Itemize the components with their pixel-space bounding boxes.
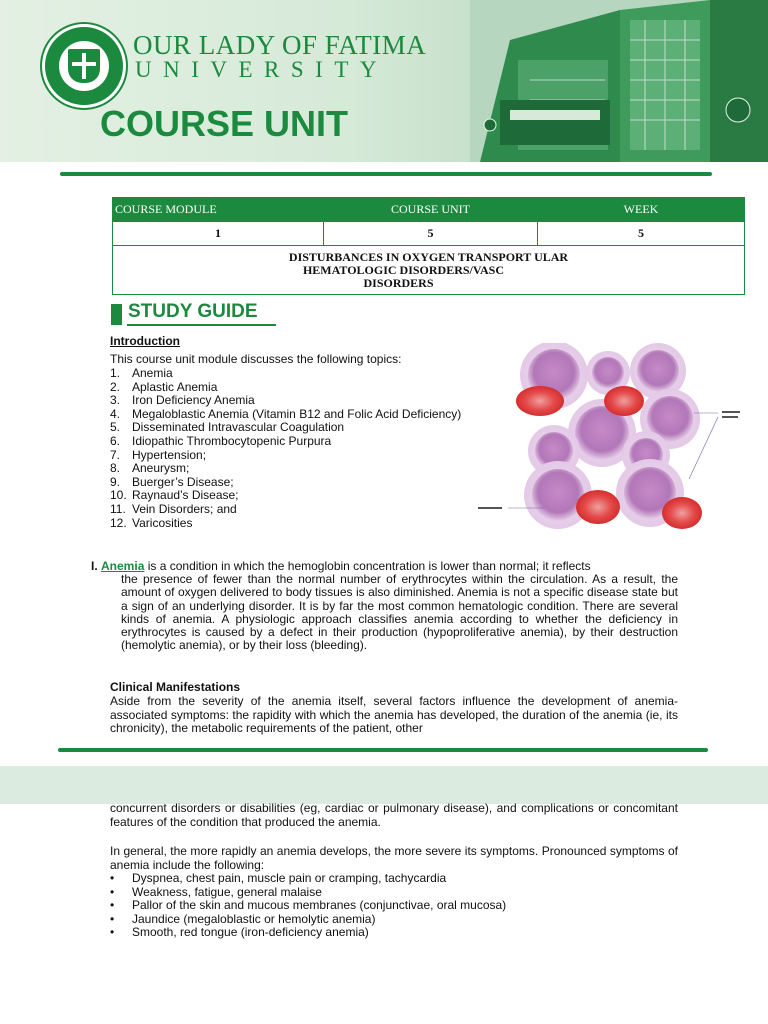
week-value: 5 bbox=[538, 222, 745, 246]
unit-topic-line: HEMATOLOGIC DISORDERS/VASC bbox=[302, 262, 505, 277]
course-unit-value: 5 bbox=[324, 222, 538, 246]
section-number: I. bbox=[91, 559, 98, 573]
list-item: 12. Varicosities bbox=[110, 515, 193, 530]
header-course-unit: COURSE UNIT bbox=[324, 198, 538, 222]
unit-topic-line: DISTURBANCES IN OXYGEN TRANSPORT ULAR bbox=[288, 249, 569, 264]
list-item: 5. Disseminated Intravascular Coagulation bbox=[110, 420, 345, 435]
anemia-lead-text: is a condition in which the hemoglobin concentration is lower than normal; it reflects bbox=[144, 559, 591, 573]
anemia-paragraph: the presence of fewer than the normal number of erythrocytes within the circulation. As a result, the amount of oxygen delivered to body tissues is also diminished. Anemia is not a specific disease state but a sign of an underlying disorder. It is by far the most common hematologic condition. There are several kinds of anemia. A physiologic approach classifies anemia according to whether the deficiency in erythrocytes is caused by a defect in their production (hypoproliferative anemia), by their destruction (hemolytic anemia), or by their loss (bleeding). bbox=[121, 572, 678, 653]
page-break-band bbox=[0, 766, 768, 804]
unit-topic-title bbox=[113, 246, 745, 295]
list-item: • Jaundice (megaloblastic or hemolytic anemia) bbox=[110, 911, 376, 926]
introduction-heading: Introduction bbox=[110, 334, 180, 348]
list-item: 6. Idiopathic Thrombocytopenic Purpura bbox=[110, 433, 332, 448]
course-info-table bbox=[112, 197, 745, 295]
anemia-link[interactable]: Anemia bbox=[101, 559, 145, 573]
introduction-text: This course unit module discusses the following topics: bbox=[110, 352, 402, 366]
header-week: WEEK bbox=[538, 198, 745, 222]
clinical-manifestations-paragraph: Aside from the severity of the anemia itself, several factors influence the development of anemia- associated symptoms: the rapidity with which the anemia has developed, the duration of the anemia (ie, its chronicity), the metabolic requirements of the patient, other bbox=[110, 694, 678, 735]
symptoms-intro-paragraph: In general, the more rapidly an anemia develops, the more severe its symptoms. Pronounced symptoms of anemia include the following: bbox=[110, 844, 678, 872]
list-item: 11. Vein Disorders; and bbox=[110, 501, 237, 516]
study-guide-title: STUDY GUIDE bbox=[128, 301, 258, 322]
list-item: 3. Iron Deficiency Anemia bbox=[110, 393, 255, 408]
list-item: • Pallor of the skin and mucous membranes (conjunctivae, oral mucosa) bbox=[110, 898, 507, 913]
university-seal-logo bbox=[42, 24, 126, 108]
university-building-image bbox=[470, 0, 768, 162]
study-guide-marker bbox=[111, 304, 122, 325]
header-divider bbox=[60, 172, 712, 176]
list-item: 9. Buerger’s Disease; bbox=[110, 474, 234, 489]
list-item: 2. Aplastic Anemia bbox=[110, 379, 218, 394]
university-name-line2: UNIVERSITY bbox=[135, 57, 388, 82]
list-item: 4. Megaloblastic Anemia (Vitamin B12 and Folic Acid Deficiency) bbox=[110, 406, 462, 421]
page-title: COURSE UNIT bbox=[100, 103, 349, 144]
clinical-manifestations-continued: concurrent disorders or disabilities (eg, cardiac or pulmonary disease), and complications or concomitant features of the condition that produced the anemia. bbox=[110, 801, 678, 829]
study-guide-underline bbox=[127, 324, 276, 326]
unit-topic-line: DISORDERS bbox=[363, 275, 434, 290]
list-item: 8. Aneurysm; bbox=[110, 461, 190, 476]
header-banner bbox=[0, 0, 768, 162]
header-course-module: COURSE MODULE bbox=[113, 198, 324, 222]
topic-list bbox=[110, 367, 466, 530]
footer-divider bbox=[58, 748, 708, 752]
list-item: • Dyspnea, chest pain, muscle pain or cramping, tachycardia bbox=[110, 871, 447, 885]
symptom-list bbox=[110, 872, 670, 940]
course-module-value: 1 bbox=[113, 222, 324, 246]
list-item: 1. Anemia bbox=[110, 366, 173, 380]
university-name-line1: OUR LADY OF FATIMA bbox=[133, 30, 427, 60]
clinical-manifestations-heading: Clinical Manifestations bbox=[110, 680, 241, 694]
list-item: • Smooth, red tongue (iron-deficiency anemia) bbox=[110, 925, 369, 940]
blood-cells-illustration bbox=[474, 343, 746, 535]
list-item: 10. Raynaud’s Disease; bbox=[110, 488, 239, 503]
list-item: 7. Hypertension; bbox=[110, 447, 207, 462]
list-item: • Weakness, fatigue, general malaise bbox=[110, 884, 322, 899]
